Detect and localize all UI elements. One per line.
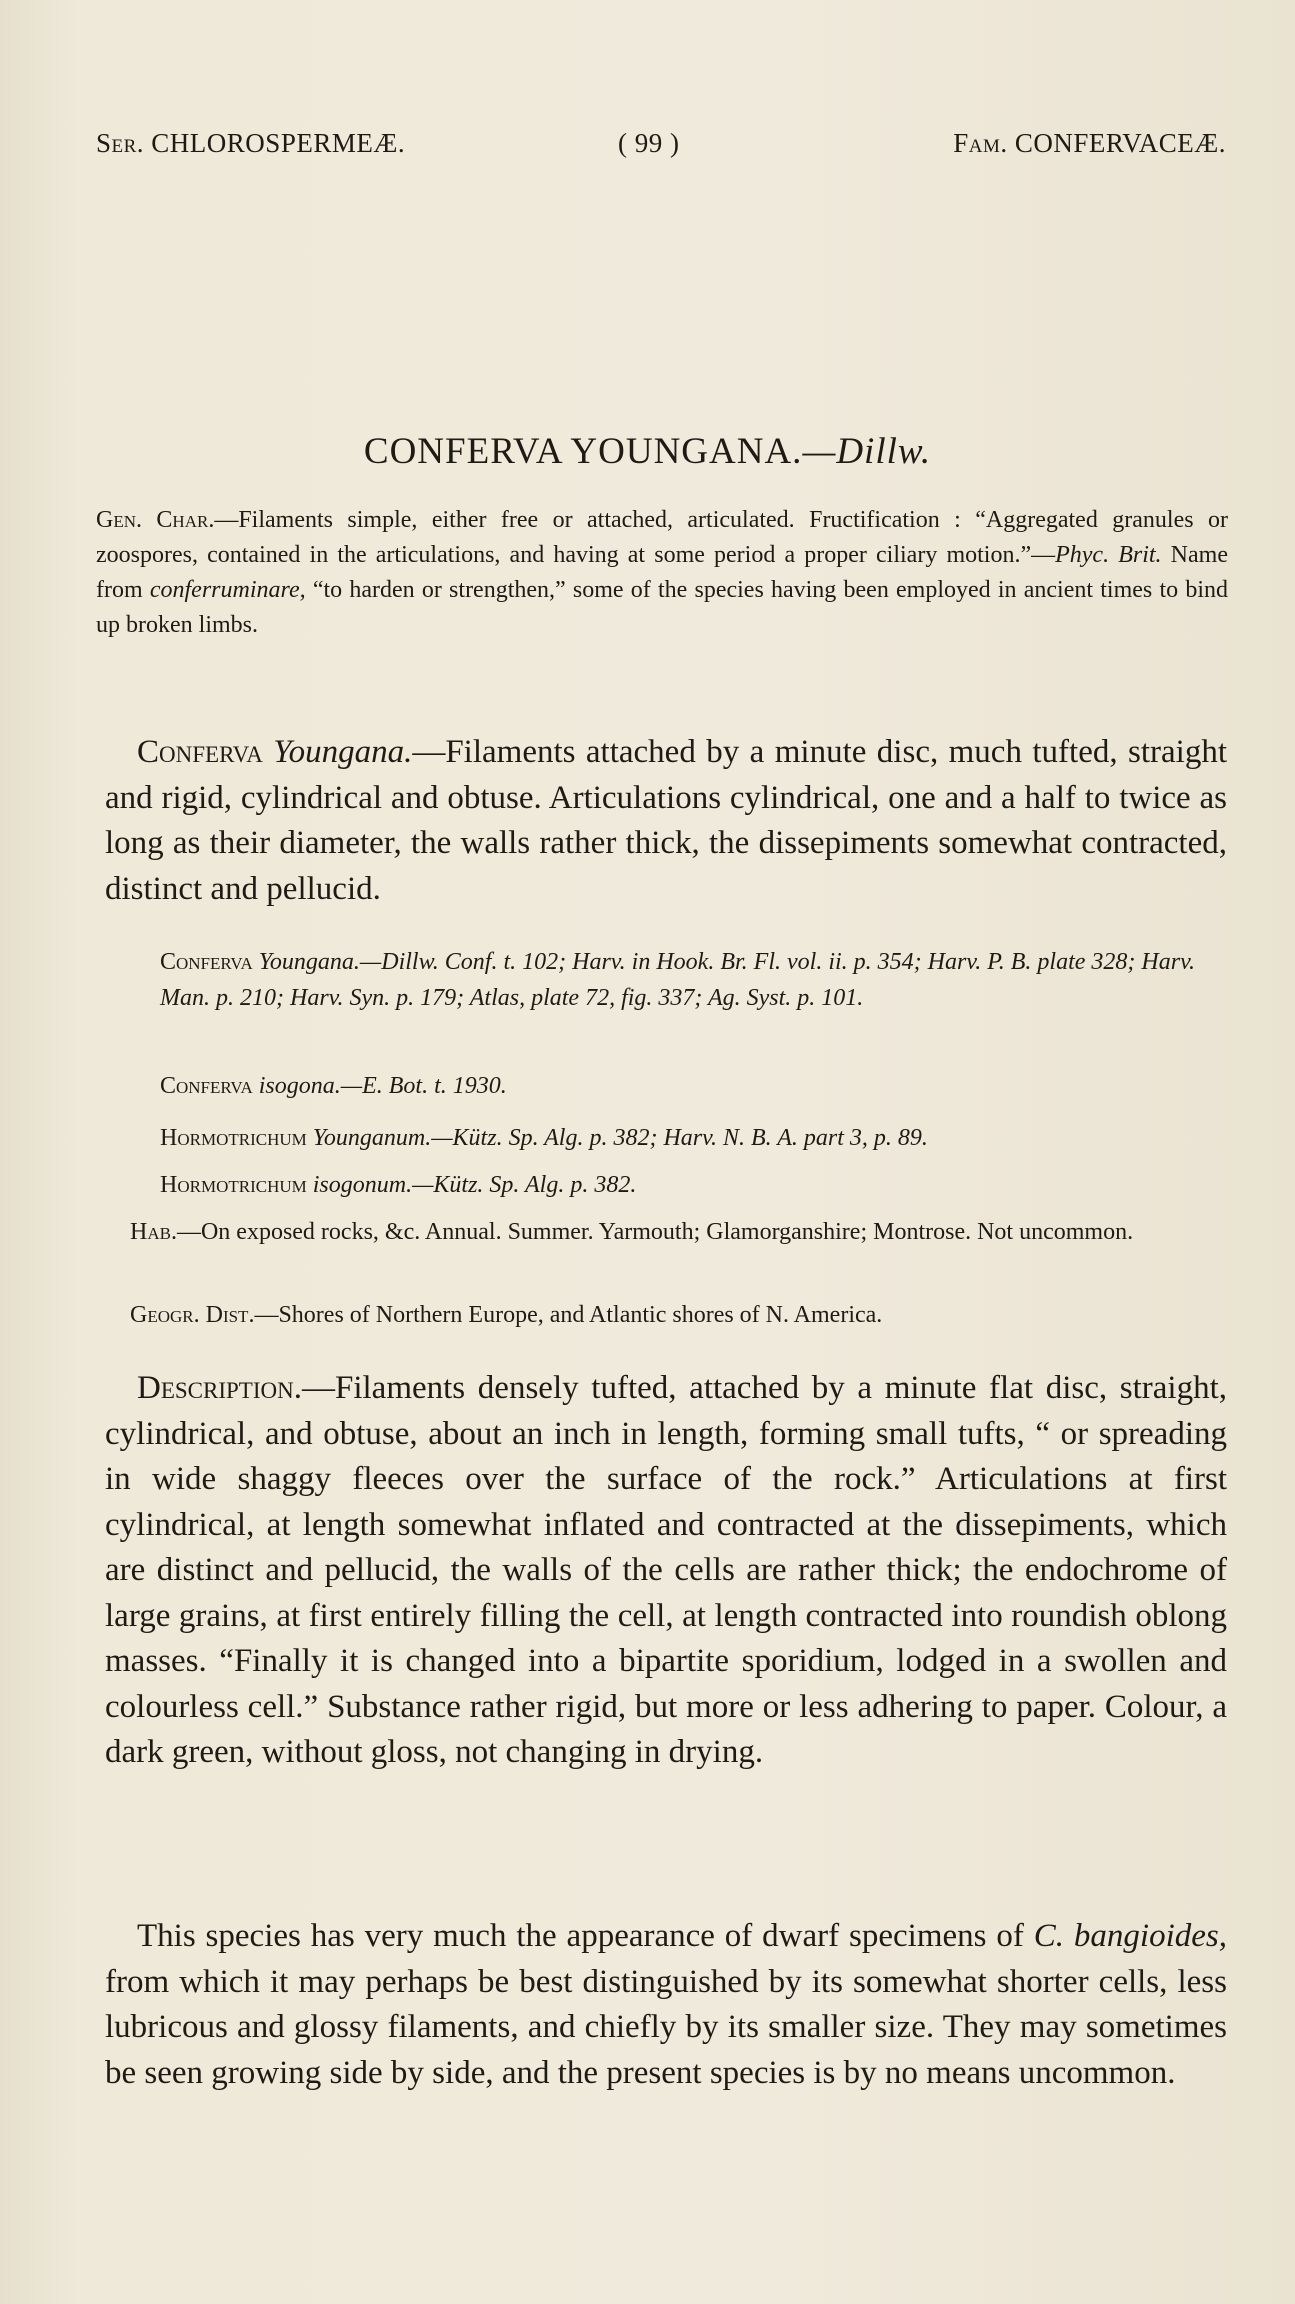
gen-char-text2: Name from [96, 542, 1228, 603]
geogr-label: Geogr. Dist. [130, 1302, 255, 1328]
synonym-genus: Conferva [160, 949, 253, 975]
synonym-genus: Conferva [160, 1073, 253, 1099]
note-text2: from which it may perhaps be best distinguished by its somewhat shorter cells, less lubricous and glossy filaments, and chiefly by its smaller size. They may sometimes be seen growing side by side, and the present species is by no means uncommon. [105, 1963, 1227, 2091]
synonym-text: Youngana.—Dillw. Conf. t. 102; Harv. in Hook. Br. Fl. vol. ii. p. 354; Harv. P. B. plate 328; Harv. Man. p. 210; Harv. Syn. p. 179; Atlas, plate 72, fig. 337; Ag. Syst. p. 101. [160, 949, 1195, 1011]
synonym-text: isogonum.—Kütz. Sp. Alg. p. 382. [312, 1172, 637, 1198]
synonym-genus: Hormotrichum [160, 1172, 307, 1198]
header-family: Fam. CONFERVACEÆ. [953, 128, 1226, 158]
title-author: —Dillw. [802, 431, 932, 472]
running-header [96, 128, 1226, 168]
page-number: ( 99 ) [618, 128, 680, 158]
synonym-text: Younganum.—Kütz. Sp. Alg. p. 382; Harv. N. B. A. part 3, p. 89. [312, 1125, 928, 1151]
gen-char-text3: “to harden or strengthen,” some of the species having been employed in ancient times to bind up broken limbs. [96, 577, 1228, 638]
gen-char-ref: Phyc. Brit. [1055, 542, 1162, 568]
synonym-entry [160, 944, 1226, 1016]
diagnosis-genus: Conferva [137, 734, 263, 770]
geographic-distribution [130, 1298, 882, 1333]
gen-char-label: Gen. Char. [96, 507, 215, 533]
synonym-entry [160, 1068, 507, 1104]
page-title [0, 430, 1295, 473]
habitat-text: —On exposed rocks, &c. Annual. Summer. Yarmouth; Glamorganshire; Montrose. Not uncommon. [176, 1219, 1134, 1245]
diagnosis-species: Youngana. [273, 734, 413, 770]
synonym-entry [160, 1120, 928, 1156]
synonym-text: isogona.—E. Bot. t. 1930. [258, 1073, 507, 1099]
header-series: Ser. CHLOROSPERMEÆ. [96, 128, 406, 158]
habitat [100, 1215, 1228, 1250]
diagnosis-paragraph [105, 730, 1227, 912]
note-species: C. bangioides, [1033, 1918, 1227, 1954]
description-text: —Filaments densely tufted, attached by a minute flat disc, straight, cylindrical, and obtuse, about an inch in length, forming small tufts, “ or spreading in wide shaggy fleeces over the surface of the rock.” Articulations at first cylindrical, at length somewhat inflated and contracted at the dissepiments, which are distinct and pellucid, the walls of the cells are rather thick; the endochrome of large grains, at first entirely filling the cell, at length contracted into roundish oblong masses. “Finally it is changed into a bipartite sporidium, lodged in a swollen and colourless cell.” Substance rather rigid, but more or less adhering to paper. Colour, a dark green, without gloss, not changing in drying. [105, 1370, 1227, 1770]
note-paragraph [105, 1914, 1227, 2096]
generic-character [96, 503, 1228, 643]
habitat-label: Hab. [130, 1219, 177, 1245]
synonym-entry [160, 1167, 636, 1203]
gen-char-text: —Filaments simple, either free or attached, articulated. Fructification : “Aggregated granules or zoospores, contained in the articulations, and having at some period a proper ciliary motion.”— [96, 507, 1228, 568]
gen-char-term: conferruminare, [149, 577, 306, 603]
geogr-text: —Shores of Northern Europe, and Atlantic shores of N. America. [254, 1302, 883, 1328]
title-species: CONFERVA YOUNGANA. [363, 431, 803, 472]
note-text: This species has very much the appearance of dwarf specimens of [137, 1918, 1034, 1954]
synonym-genus: Hormotrichum [160, 1125, 307, 1151]
description-label: Description. [137, 1370, 302, 1406]
diagnosis-text: —Filaments attached by a minute disc, much tufted, straight and rigid, cylindrical and obtuse. Articulations cylindrical, one and a half to twice as long as their diameter, the walls rather thick, the dissepiments somewhat contracted, distinct and pellucid. [105, 734, 1227, 907]
description-paragraph [105, 1366, 1227, 1776]
